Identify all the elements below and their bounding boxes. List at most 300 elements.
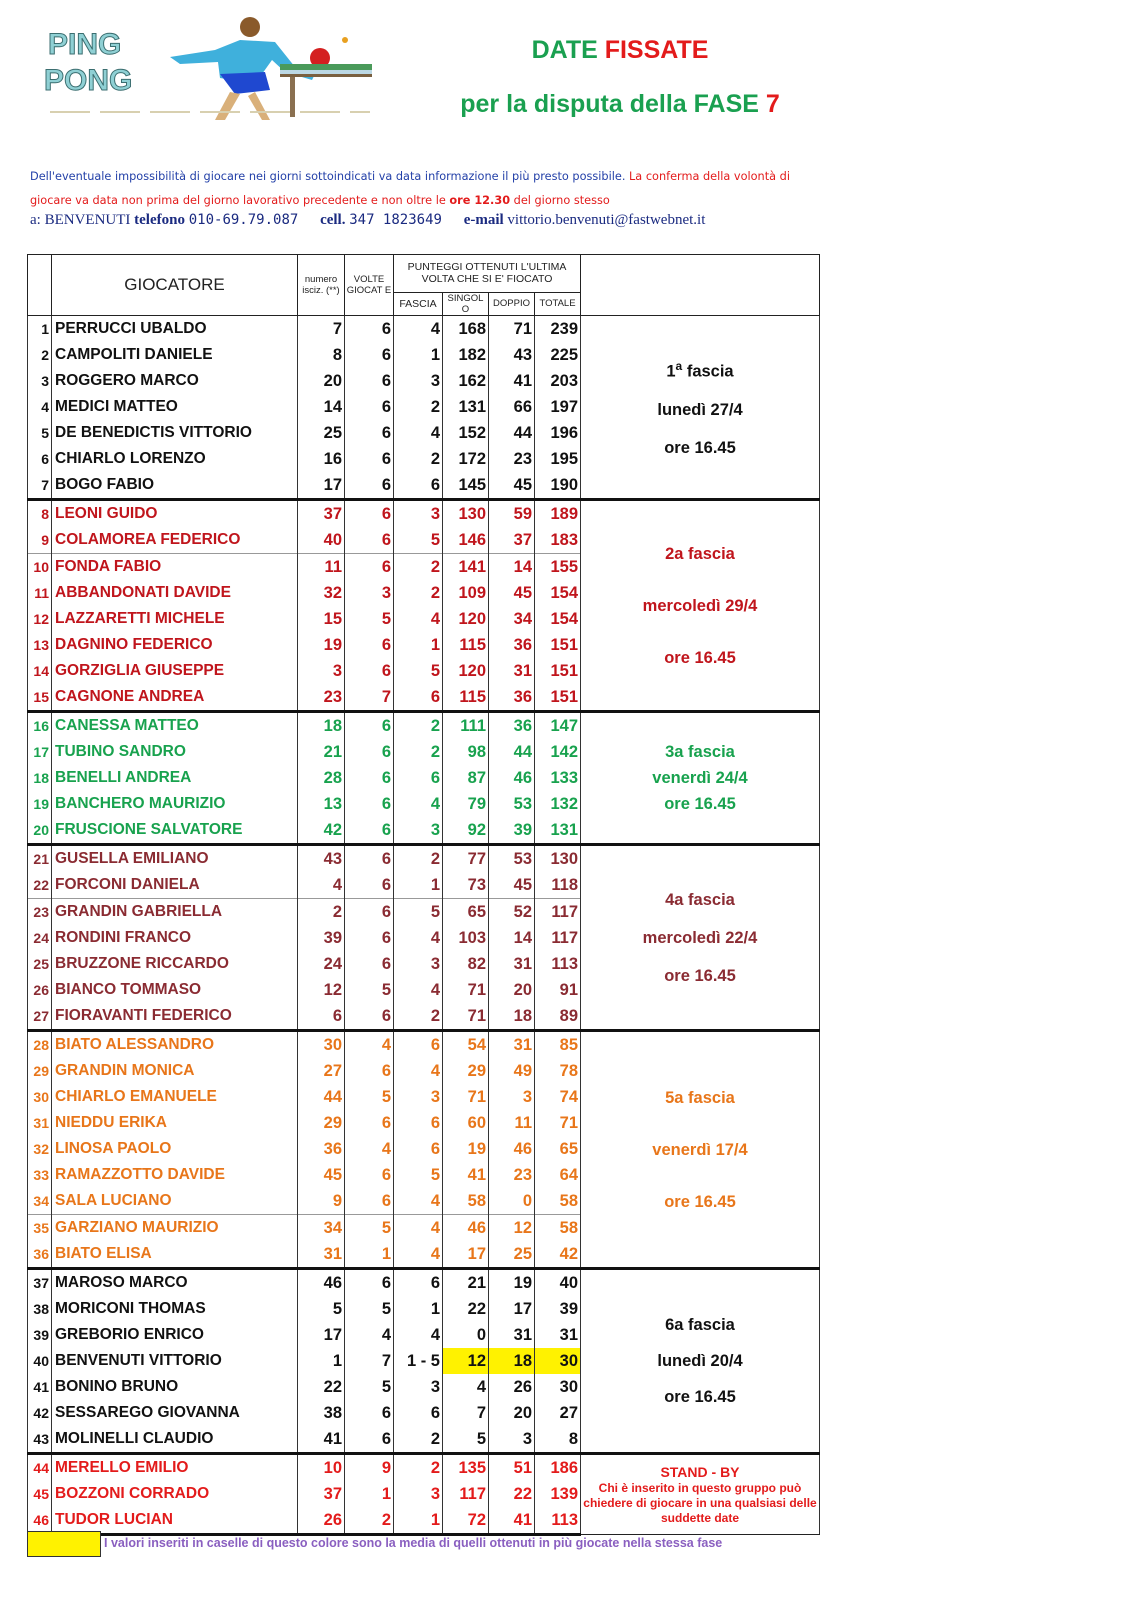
band: 6 [394, 1269, 443, 1297]
header-singles: SINGOL O [443, 292, 489, 315]
email-label: e-mail [463, 212, 504, 228]
ranking-table [27, 254, 820, 1536]
total-score: 58 [535, 1215, 581, 1242]
row-number: 36 [28, 1241, 52, 1269]
total-score: 27 [535, 1400, 581, 1426]
player-name: GORZIGLIA GIUSEPPE [52, 658, 298, 684]
band: 4 [394, 1215, 443, 1242]
band: 6 [394, 1136, 443, 1162]
reg-number: 16 [298, 446, 345, 472]
times-played: 6 [345, 1110, 394, 1136]
player-name: CHIARLO LORENZO [52, 446, 298, 472]
total-score: 30 [535, 1374, 581, 1400]
singles-score: 146 [443, 527, 489, 554]
singles-score: 12 [443, 1348, 489, 1374]
group-day: venerdì 17/4 [652, 1140, 748, 1159]
singles-score: 103 [443, 925, 489, 951]
band: 4 [394, 1322, 443, 1348]
singles-score: 168 [443, 316, 489, 343]
doubles-score: 44 [489, 420, 535, 446]
row-number: 45 [28, 1481, 52, 1507]
group-time: ore 16.45 [664, 795, 736, 813]
times-played: 4 [345, 1322, 394, 1348]
doubles-score: 45 [489, 580, 535, 606]
band: 5 [394, 527, 443, 554]
doubles-score: 34 [489, 606, 535, 632]
singles-score: 182 [443, 342, 489, 368]
doubles-score: 11 [489, 1110, 535, 1136]
email-link[interactable]: vittorio.benvenuti@fastwebnet.it [507, 212, 706, 228]
reg-number: 13 [298, 791, 345, 817]
total-score: 8 [535, 1426, 581, 1454]
times-played: 1 [345, 1241, 394, 1269]
band: 3 [394, 951, 443, 977]
singles-score: 109 [443, 580, 489, 606]
band: 5 [394, 1162, 443, 1188]
times-played: 6 [345, 554, 394, 581]
doubles-score: 3 [489, 1084, 535, 1110]
times-played: 6 [345, 791, 394, 817]
table-row [28, 1269, 820, 1297]
doubles-score: 31 [489, 1031, 535, 1059]
band: 2 [394, 712, 443, 740]
singles-score: 58 [443, 1188, 489, 1215]
times-played: 6 [345, 1162, 394, 1188]
phone-label: telefono [134, 212, 185, 228]
total-score: 139 [535, 1481, 581, 1507]
band: 6 [394, 765, 443, 791]
total-score: 91 [535, 977, 581, 1003]
reg-number: 45 [298, 1162, 345, 1188]
reg-number: 40 [298, 527, 345, 554]
row-number: 29 [28, 1058, 52, 1084]
singles-score: 117 [443, 1481, 489, 1507]
singles-score: 5 [443, 1426, 489, 1454]
total-score: 147 [535, 712, 581, 740]
band: 2 [394, 554, 443, 581]
total-score: 113 [535, 1507, 581, 1535]
reg-number: 8 [298, 342, 345, 368]
times-played: 4 [345, 1136, 394, 1162]
singles-score: 72 [443, 1507, 489, 1535]
cell-label: cell. [320, 212, 346, 228]
singles-score: 41 [443, 1162, 489, 1188]
doubles-score: 52 [489, 899, 535, 926]
total-score: 131 [535, 817, 581, 845]
singles-score: 92 [443, 817, 489, 845]
times-played: 6 [345, 872, 394, 899]
doubles-score: 31 [489, 658, 535, 684]
times-played: 6 [345, 500, 394, 528]
singles-score: 21 [443, 1269, 489, 1297]
player-name: FRUSCIONE SALVATORE [52, 817, 298, 845]
singles-score: 71 [443, 1084, 489, 1110]
times-played: 6 [345, 316, 394, 343]
reg-number: 23 [298, 684, 345, 712]
notice-deadline: ore 12.30 [449, 194, 511, 207]
group-day: mercoledì 22/4 [642, 928, 758, 947]
band: 2 [394, 739, 443, 765]
header-player: GIOCATORE [52, 255, 298, 316]
band: 3 [394, 1481, 443, 1507]
singles-score: 152 [443, 420, 489, 446]
row-number: 12 [28, 606, 52, 632]
doubles-score: 44 [489, 739, 535, 765]
group-time: ore 16.45 [664, 966, 736, 985]
band: 6 [394, 1031, 443, 1059]
reg-number: 46 [298, 1269, 345, 1297]
singles-score: 131 [443, 394, 489, 420]
contact-line [30, 212, 705, 229]
reg-number: 6 [298, 1003, 345, 1031]
row-number: 25 [28, 951, 52, 977]
row-number: 43 [28, 1426, 52, 1454]
row-number: 30 [28, 1084, 52, 1110]
singles-score: 65 [443, 899, 489, 926]
page-subtitle [420, 90, 820, 119]
player-name: CHIARLO EMANUELE [52, 1084, 298, 1110]
times-played: 6 [345, 1426, 394, 1454]
total-score: 130 [535, 845, 581, 873]
row-number: 7 [28, 472, 52, 500]
player-name: ROGGERO MARCO [52, 368, 298, 394]
total-score: 71 [535, 1110, 581, 1136]
group-schedule-5 [581, 1031, 820, 1269]
times-played: 6 [345, 1269, 394, 1297]
times-played: 6 [345, 817, 394, 845]
doubles-score: 0 [489, 1188, 535, 1215]
notice-red-1: La conferma della volontà di giocare va data non prima del giorno lavorativo precedente e non oltre le [30, 170, 790, 207]
group-day: venerdì 24/4 [652, 769, 748, 787]
times-played: 6 [345, 420, 394, 446]
times-played: 7 [345, 1348, 394, 1374]
group-band: 5a fascia [665, 1088, 735, 1107]
total-score: 117 [535, 899, 581, 926]
player-name: LAZZARETTI MICHELE [52, 606, 298, 632]
times-played: 9 [345, 1454, 394, 1482]
row-number: 39 [28, 1322, 52, 1348]
reg-number: 18 [298, 712, 345, 740]
reg-number: 42 [298, 817, 345, 845]
singles-score: 60 [443, 1110, 489, 1136]
group-day: lunedì 27/4 [657, 400, 743, 419]
times-played: 6 [345, 527, 394, 554]
notice-text [30, 165, 830, 213]
doubles-score: 36 [489, 712, 535, 740]
reg-number: 4 [298, 872, 345, 899]
reg-number: 3 [298, 658, 345, 684]
singles-score: 120 [443, 606, 489, 632]
title-part2: FISSATE [604, 36, 709, 64]
row-number: 34 [28, 1188, 52, 1215]
total-score: 89 [535, 1003, 581, 1031]
player-name: PERRUCCI UBALDO [52, 316, 298, 343]
doubles-score: 31 [489, 951, 535, 977]
group-schedule-4 [581, 845, 820, 1031]
legend-text: I valori inseriti in caselle di questo colore sono la media di quelli ottenuti in più giocate nella stessa fase [104, 1536, 723, 1550]
player-name: COLAMOREA FEDERICO [52, 527, 298, 554]
row-number: 15 [28, 684, 52, 712]
row-number: 3 [28, 368, 52, 394]
reg-number: 20 [298, 368, 345, 394]
reg-number: 5 [298, 1296, 345, 1322]
group-schedule-2 [581, 500, 820, 712]
doubles-score: 20 [489, 1400, 535, 1426]
row-number: 1 [28, 316, 52, 343]
row-number: 4 [28, 394, 52, 420]
total-score: 190 [535, 472, 581, 500]
singles-score: 115 [443, 632, 489, 658]
band: 6 [394, 1400, 443, 1426]
reg-number: 31 [298, 1241, 345, 1269]
table-row [28, 1454, 820, 1482]
player-name: MERELLO EMILIO [52, 1454, 298, 1482]
row-number: 37 [28, 1269, 52, 1297]
reg-number: 19 [298, 632, 345, 658]
band: 2 [394, 580, 443, 606]
singles-score: 135 [443, 1454, 489, 1482]
header-blank [581, 255, 820, 316]
singles-score: 71 [443, 977, 489, 1003]
doubles-score: 37 [489, 527, 535, 554]
total-score: 74 [535, 1084, 581, 1110]
times-played: 6 [345, 1400, 394, 1426]
table-header-row-1 [28, 255, 820, 293]
row-number: 33 [28, 1162, 52, 1188]
band: 2 [394, 446, 443, 472]
reg-number: 9 [298, 1188, 345, 1215]
total-score: 58 [535, 1188, 581, 1215]
reg-number: 17 [298, 1322, 345, 1348]
band: 6 [394, 1110, 443, 1136]
group-schedule-7 [581, 1454, 820, 1535]
doubles-score: 36 [489, 684, 535, 712]
band: 4 [394, 977, 443, 1003]
total-score: 239 [535, 316, 581, 343]
band: 4 [394, 925, 443, 951]
row-number: 26 [28, 977, 52, 1003]
doubles-score: 23 [489, 1162, 535, 1188]
player-name: BRUZZONE RICCARDO [52, 951, 298, 977]
player-name: BONINO BRUNO [52, 1374, 298, 1400]
reg-number: 17 [298, 472, 345, 500]
contact-prefix: a: BENVENUTI [30, 212, 131, 228]
row-number: 35 [28, 1215, 52, 1242]
reg-number: 37 [298, 1481, 345, 1507]
group-time: ore 16.45 [664, 1388, 736, 1406]
band: 1 [394, 342, 443, 368]
reg-number: 7 [298, 316, 345, 343]
player-name: TUBINO SANDRO [52, 739, 298, 765]
total-score: 64 [535, 1162, 581, 1188]
group-schedule-6 [581, 1269, 820, 1454]
band: 3 [394, 817, 443, 845]
times-played: 6 [345, 632, 394, 658]
reg-number: 14 [298, 394, 345, 420]
band: 1 - 5 [394, 1348, 443, 1374]
band: 4 [394, 1058, 443, 1084]
band: 4 [394, 420, 443, 446]
row-number: 13 [28, 632, 52, 658]
player-name: NIEDDU ERIKA [52, 1110, 298, 1136]
group-time: ore 16.45 [664, 1192, 736, 1211]
player-name: MOLINELLI CLAUDIO [52, 1426, 298, 1454]
player-name: FONDA FABIO [52, 554, 298, 581]
doubles-score: 12 [489, 1215, 535, 1242]
doubles-score: 46 [489, 765, 535, 791]
doubles-score: 59 [489, 500, 535, 528]
player-name: MORICONI THOMAS [52, 1296, 298, 1322]
doubles-score: 53 [489, 791, 535, 817]
reg-number: 39 [298, 925, 345, 951]
row-number: 32 [28, 1136, 52, 1162]
reg-number: 15 [298, 606, 345, 632]
band: 2 [394, 1426, 443, 1454]
doubles-score: 18 [489, 1348, 535, 1374]
player-name: BIANCO TOMMASO [52, 977, 298, 1003]
reg-number: 12 [298, 977, 345, 1003]
header-doubles: DOPPIO [489, 292, 535, 315]
header-band: FASCIA [394, 292, 443, 315]
standby-text: Chi è inserito in questo gruppo può chiedere di giocare in una qualsiasi delle suddette date [583, 1481, 817, 1525]
row-number: 42 [28, 1400, 52, 1426]
doubles-score: 53 [489, 845, 535, 873]
singles-score: 19 [443, 1136, 489, 1162]
reg-number: 25 [298, 420, 345, 446]
total-score: 132 [535, 791, 581, 817]
player-name: MAROSO MARCO [52, 1269, 298, 1297]
row-number: 19 [28, 791, 52, 817]
reg-number: 27 [298, 1058, 345, 1084]
band: 1 [394, 632, 443, 658]
band: 1 [394, 1296, 443, 1322]
row-number: 20 [28, 817, 52, 845]
doubles-score: 36 [489, 632, 535, 658]
row-number: 18 [28, 765, 52, 791]
times-played: 4 [345, 1031, 394, 1059]
times-played: 6 [345, 446, 394, 472]
times-played: 3 [345, 580, 394, 606]
doubles-score: 41 [489, 368, 535, 394]
reg-number: 26 [298, 1507, 345, 1535]
group-time: ore 16.45 [664, 648, 736, 667]
band: 3 [394, 1084, 443, 1110]
singles-score: 111 [443, 712, 489, 740]
total-score: 117 [535, 925, 581, 951]
doubles-score: 18 [489, 1003, 535, 1031]
group-band: 3a fascia [665, 743, 735, 761]
singles-score: 87 [443, 765, 489, 791]
times-played: 6 [345, 472, 394, 500]
singles-score: 120 [443, 658, 489, 684]
player-name: BIATO ALESSANDRO [52, 1031, 298, 1059]
player-name: DAGNINO FEDERICO [52, 632, 298, 658]
group-band: 6a fascia [665, 1316, 735, 1334]
total-score: 186 [535, 1454, 581, 1482]
reg-number: 34 [298, 1215, 345, 1242]
total-score: 142 [535, 739, 581, 765]
row-number: 22 [28, 872, 52, 899]
player-name: SESSAREGO GIOVANNA [52, 1400, 298, 1426]
reg-number: 24 [298, 951, 345, 977]
singles-score: 73 [443, 872, 489, 899]
row-number: 46 [28, 1507, 52, 1535]
reg-number: 37 [298, 500, 345, 528]
times-played: 6 [345, 845, 394, 873]
doubles-score: 51 [489, 1454, 535, 1482]
standby-title: STAND - BY [660, 1464, 740, 1480]
total-score: 42 [535, 1241, 581, 1269]
row-number: 27 [28, 1003, 52, 1031]
row-number: 28 [28, 1031, 52, 1059]
singles-score: 145 [443, 472, 489, 500]
player-name: BANCHERO MAURIZIO [52, 791, 298, 817]
group-band: 2a fascia [665, 544, 735, 563]
reg-number: 2 [298, 899, 345, 926]
player-name: BENELLI ANDREA [52, 765, 298, 791]
group-day: lunedì 20/4 [657, 1352, 743, 1370]
logo-line1: PING [48, 28, 122, 61]
row-number: 9 [28, 527, 52, 554]
times-played: 6 [345, 712, 394, 740]
band: 4 [394, 606, 443, 632]
total-score: 189 [535, 500, 581, 528]
times-played: 6 [345, 1003, 394, 1031]
doubles-score: 45 [489, 872, 535, 899]
singles-score: 4 [443, 1374, 489, 1400]
band: 4 [394, 316, 443, 343]
band: 4 [394, 791, 443, 817]
band: 3 [394, 368, 443, 394]
reg-number: 30 [298, 1031, 345, 1059]
row-number: 17 [28, 739, 52, 765]
subtitle-phase-number: 7 [765, 90, 780, 118]
reg-number: 44 [298, 1084, 345, 1110]
doubles-score: 17 [489, 1296, 535, 1322]
doubles-score: 49 [489, 1058, 535, 1084]
total-score: 133 [535, 765, 581, 791]
total-score: 183 [535, 527, 581, 554]
player-name: CAGNONE ANDREA [52, 684, 298, 712]
band: 6 [394, 684, 443, 712]
player-name: RAMAZZOTTO DAVIDE [52, 1162, 298, 1188]
band: 3 [394, 1374, 443, 1400]
band: 1 [394, 1507, 443, 1535]
row-number: 5 [28, 420, 52, 446]
total-score: 118 [535, 872, 581, 899]
total-score: 78 [535, 1058, 581, 1084]
row-number: 23 [28, 899, 52, 926]
player-name: GARZIANO MAURIZIO [52, 1215, 298, 1242]
reg-number: 38 [298, 1400, 345, 1426]
times-played: 5 [345, 1215, 394, 1242]
doubles-score: 31 [489, 1322, 535, 1348]
singles-score: 7 [443, 1400, 489, 1426]
band: 2 [394, 1454, 443, 1482]
singles-score: 82 [443, 951, 489, 977]
doubles-score: 25 [489, 1241, 535, 1269]
player-name: FIORAVANTI FEDERICO [52, 1003, 298, 1031]
player-name: GRANDIN GABRIELLA [52, 899, 298, 926]
times-played: 6 [345, 739, 394, 765]
band: 5 [394, 658, 443, 684]
singles-score: 141 [443, 554, 489, 581]
player-name: MEDICI MATTEO [52, 394, 298, 420]
group-day: mercoledì 29/4 [642, 596, 758, 615]
header-reg-number: numero isciz. (**) [298, 255, 345, 316]
band: 2 [394, 394, 443, 420]
singles-score: 29 [443, 1058, 489, 1084]
